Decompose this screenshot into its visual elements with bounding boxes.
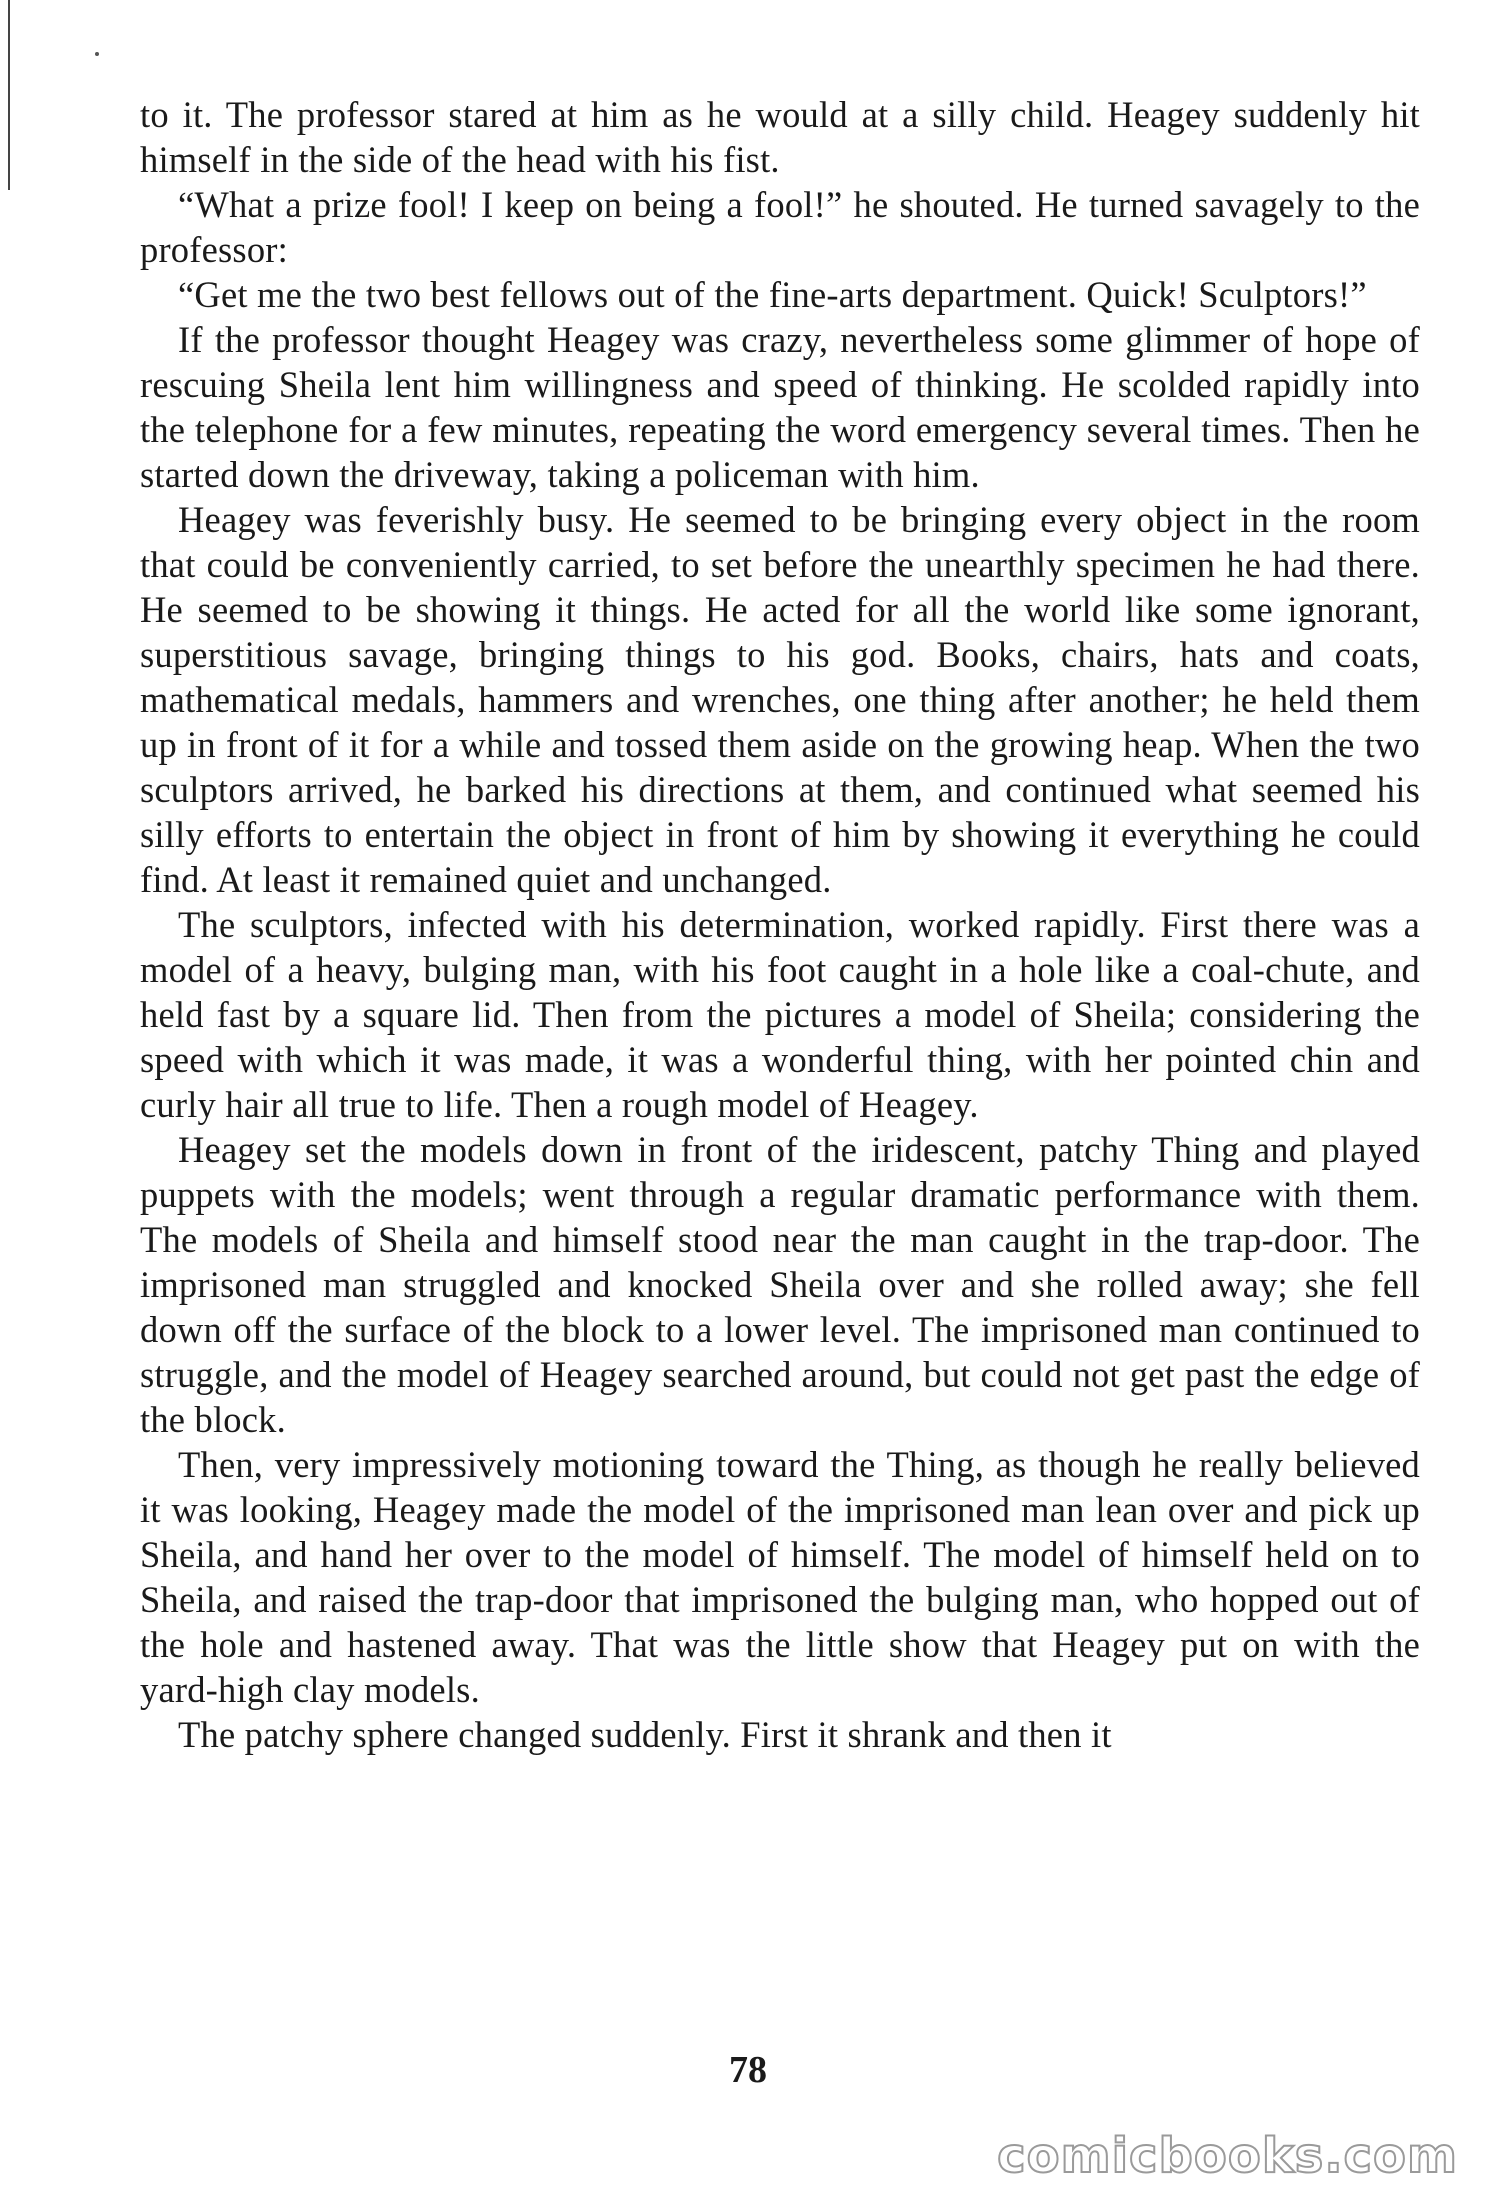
binding-edge-line — [8, 0, 10, 190]
page-body-text — [140, 92, 1420, 1757]
paragraph-3: “Get me the two best fellows out of the fine-arts department. Quick! Sculptors!” — [178, 274, 1367, 315]
paragraph-1: to it. The professor stared at him as he would at a silly child. Heagey suddenly hit himself in the side of the head with his fist. — [140, 94, 1420, 180]
binding-speck — [95, 52, 99, 56]
page-number: 78 — [729, 2049, 767, 2091]
paragraph-5: Heagey was feverishly busy. He seemed to be bringing every object in the room that could be conveniently carried, to set before the unearthly specimen he had there. He seemed to be showing it things. He acted for all the world like some ignorant, superstitious savage, bringing things to his god. Books, chairs, hats and coats, mathematical medals, hammers and wrenches, one thing after another; he held them up in front of it for a while and tossed them aside on the growing heap. When the two sculptors arrived, he barked his directions at them, and continued what seemed his silly efforts to entertain the object in front of him by showing it everything he could find. At least it remained quiet and unchanged. — [140, 499, 1420, 900]
paragraph-9: The patchy sphere changed suddenly. First it shrank and then it — [178, 1714, 1112, 1755]
paragraph-7: Heagey set the models down in front of the iridescent, patchy Thing and played puppets with the models; went through a regular dramatic performance with them. The models of Sheila and himself stood near the man caught in the trap-door. The imprisoned man struggled and knocked Sheila over and she rolled away; she fell down off the surface of the block to a lower level. The imprisoned man continued to struggle, and the model of Heagey searched around, but could not get past the edge of the block. — [140, 1129, 1420, 1440]
paragraph-2: “What a prize fool! I keep on being a fool!” he shouted. He turned savagely to the professor: — [140, 184, 1420, 270]
paragraph-4: If the professor thought Heagey was crazy, nevertheless some glimmer of hope of rescuing Sheila lent him willingness and speed of thinking. He scolded rapidly into the telephone for a few minutes, repeating the word emergency several times. Then he started down the driveway, taking a policeman with him. — [140, 319, 1420, 495]
paragraph-8: Then, very impressively motioning toward the Thing, as though he really believed it was looking, Heagey made the model of the imprisoned man lean over and pick up Sheila, and hand her over to the model of himself. The model of himself held on to Sheila, and raised the trap-door that imprisoned the bulging man, who hopped out of the hole and hastened away. That was the little show that Heagey put on with the yard-high clay models. — [140, 1444, 1420, 1710]
paragraph-6: The sculptors, infected with his determination, worked rapidly. First there was a model of a heavy, bulging man, with his foot caught in a hole like a coal-chute, and held fast by a square lid. Then from the pictures a model of Sheila; considering the speed with which it was made, it was a wonderful thing, with her pointed chin and curly hair all true to life. Then a rough model of Heagey. — [140, 904, 1420, 1125]
site-watermark: comicbooks.com — [997, 2128, 1458, 2184]
